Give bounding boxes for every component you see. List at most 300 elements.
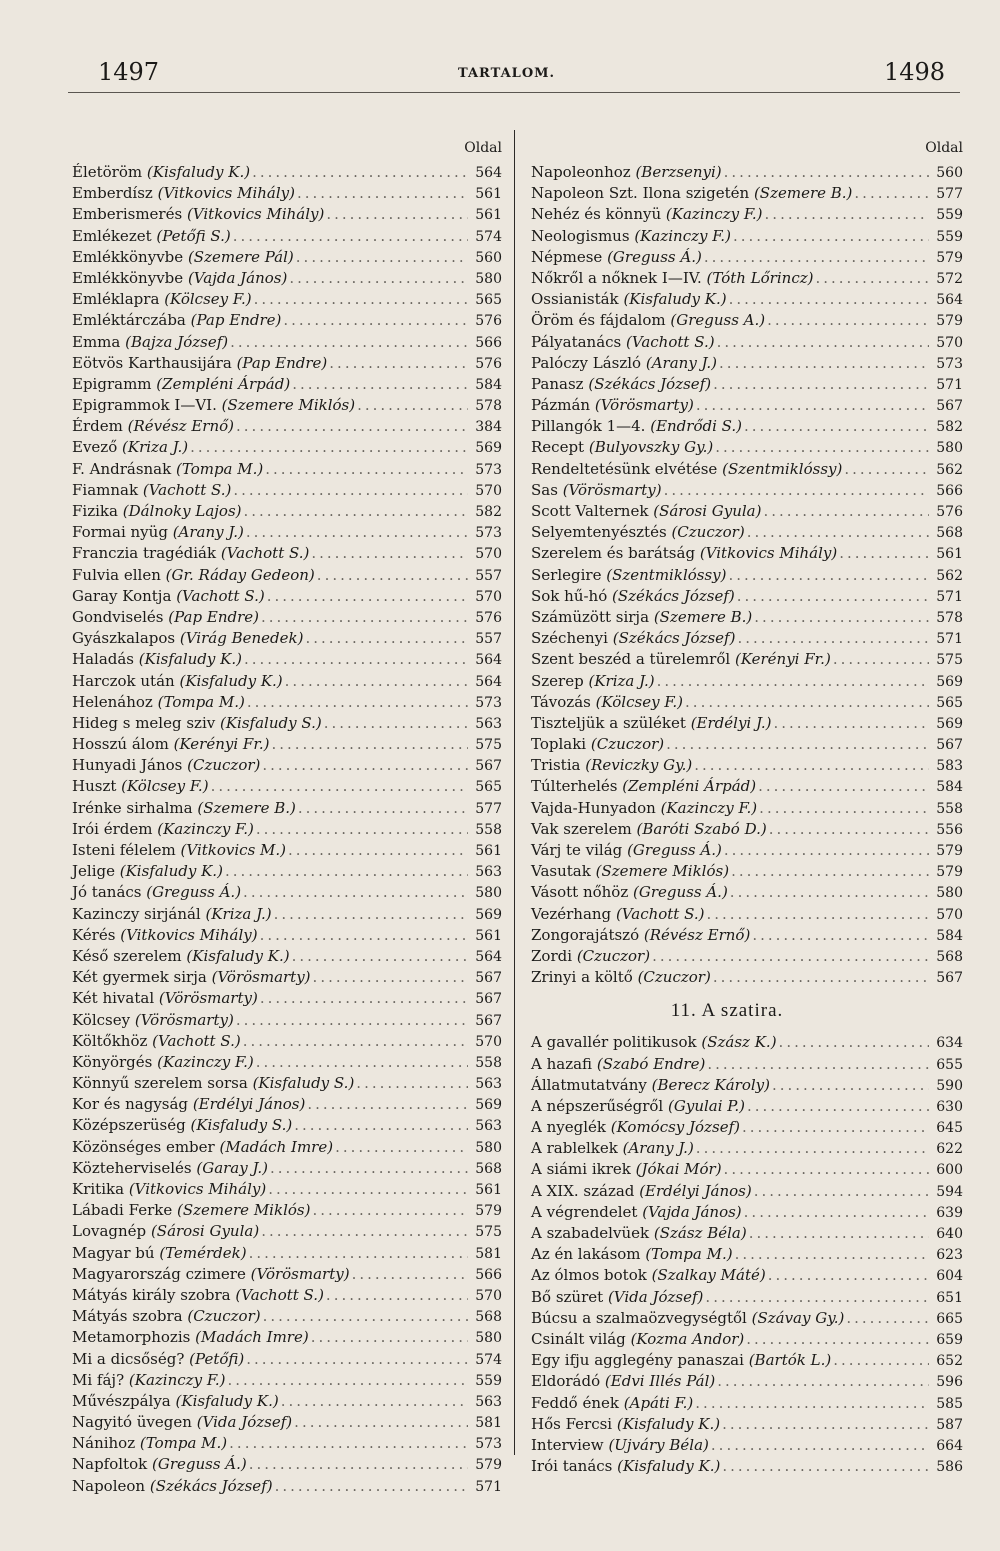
entry-title-line (72, 247, 294, 268)
entry-title: Interview (531, 1435, 604, 1454)
entry-author: (Arany J.) (645, 353, 718, 372)
entry-title: Távozás (531, 692, 591, 711)
entry-title-line (72, 1454, 247, 1475)
entry-page-number: 573 (475, 694, 502, 711)
entry-author: (Tóth Lőrincz) (706, 268, 814, 287)
entry-author: (Kisfaludy K.) (623, 290, 727, 309)
leader-dots (720, 1456, 929, 1477)
leader-dots (777, 1032, 929, 1053)
entry-author: (Szemere Miklós) (595, 862, 730, 881)
toc-entry (531, 183, 963, 204)
entry-page-number: 561 (936, 546, 963, 563)
entry-title-line (531, 840, 722, 861)
entry-page-number: 580 (475, 885, 502, 902)
entry-title-line (72, 628, 303, 649)
entry-title: Huszt (72, 777, 117, 796)
entry-title-line (72, 1094, 305, 1115)
toc-entry (531, 1456, 963, 1477)
entry-title: Vezérhang (531, 904, 612, 923)
toc-entry (531, 607, 963, 628)
entry-title: Bő szüret (531, 1287, 604, 1306)
entry-title-line (72, 353, 327, 374)
entry-page-number: 567 (936, 398, 963, 415)
entry-title: Irói érdem (72, 819, 153, 838)
entry-title-line (72, 734, 269, 755)
leader-dots (831, 1350, 929, 1371)
toc-entry (531, 1350, 963, 1371)
entry-page-number: 566 (475, 1266, 502, 1283)
toc-entry (72, 565, 502, 586)
entry-title: Hideg s meleg sziv (72, 713, 216, 732)
entry-title: A rablelkek (531, 1139, 618, 1158)
toc-entry (531, 1032, 963, 1053)
leader-dots (852, 183, 929, 204)
entry-page-number: 572 (936, 270, 963, 287)
entry-page-number: 573 (475, 525, 502, 542)
entry-title-line (72, 1200, 310, 1221)
entry-title: Kérés (72, 925, 116, 944)
entry-author: (Révész Ernő) (643, 925, 751, 944)
leader-dots (761, 501, 929, 522)
toc-entry (531, 437, 963, 458)
leader-dots (722, 1159, 929, 1180)
leader-dots (263, 459, 468, 480)
entry-author: (Erdélyi János) (639, 1181, 752, 1200)
leader-dots (283, 671, 468, 692)
entry-title: Hős Fercsi (531, 1414, 613, 1433)
toc-entry (531, 1435, 963, 1456)
entry-page-number: 580 (936, 885, 963, 902)
section-title: 11. A szatira. (670, 1000, 784, 1022)
entry-title: Irénke sirhalma (72, 798, 193, 817)
entry-title-line (531, 1456, 720, 1477)
toc-entry (531, 565, 963, 586)
leader-dots (322, 713, 468, 734)
entry-page-number: 570 (475, 1033, 502, 1050)
entry-title: Sok hű-hó (531, 586, 608, 605)
entry-title-line (531, 649, 831, 670)
toc-entry (72, 1200, 502, 1221)
leader-dots (290, 946, 468, 967)
toc-entry (531, 1096, 963, 1117)
entry-title: A hazafi (531, 1054, 593, 1073)
entry-author: (Jókai Mór) (635, 1160, 722, 1179)
toc-entry (531, 649, 963, 670)
toc-entry (531, 692, 963, 713)
entry-page-number: 578 (936, 609, 963, 626)
entry-title-line (531, 1244, 733, 1265)
leader-dots (272, 904, 468, 925)
entry-title-line (531, 1435, 709, 1456)
entry-author: (Vörösmarty) (250, 1264, 350, 1283)
entry-page-number: 559 (936, 228, 963, 245)
entry-title: Középszerüség (72, 1116, 186, 1135)
entry-title: Epigramm (72, 374, 152, 393)
entry-title-line (72, 1327, 309, 1348)
entry-title: Selyemtenyésztés (531, 523, 667, 542)
entry-author: (Bartók L.) (748, 1351, 832, 1370)
entry-author: (Tompa M.) (157, 692, 245, 711)
leader-dots (295, 183, 468, 204)
toc-entry (72, 967, 502, 988)
leader-dots (292, 1412, 468, 1433)
entry-title-line (531, 289, 727, 310)
leader-dots (711, 374, 929, 395)
entry-title: Gyászkalapos (72, 629, 176, 648)
toc-entry (531, 586, 963, 607)
entry-page-number: 568 (936, 948, 963, 965)
toc-entry (531, 819, 963, 840)
entry-title-line (531, 671, 655, 692)
entry-page-number: 622 (936, 1141, 963, 1158)
leader-dots (770, 1075, 929, 1096)
entry-title: Művészpálya (72, 1391, 171, 1410)
entry-title-line (531, 1393, 693, 1414)
leader-dots (766, 1265, 929, 1286)
entry-title: Széchenyi (531, 629, 608, 648)
toc-entry (72, 310, 502, 331)
toc-entry (531, 1223, 963, 1244)
toc-entry (72, 1454, 502, 1475)
entry-author: (Vitkovics Mihály) (128, 1180, 267, 1198)
toc-entry (72, 501, 502, 522)
leader-dots (252, 289, 468, 310)
toc-entry (72, 480, 502, 501)
entry-page-number: 561 (475, 843, 502, 859)
entry-title: Számüzött sirja (531, 607, 650, 626)
leader-dots (733, 1244, 929, 1265)
leader-dots (292, 1115, 468, 1136)
entry-title-line (531, 565, 727, 586)
entry-author: (Szentmiklóssy) (606, 565, 727, 584)
leader-dots (247, 1454, 468, 1475)
entry-title-line (72, 755, 260, 776)
entry-title-line (72, 692, 245, 713)
entry-page-number: 556 (936, 821, 963, 838)
entry-title-line (72, 1073, 354, 1094)
entry-title-line (72, 1370, 226, 1391)
entry-title-line (72, 713, 322, 734)
entry-page-number: 576 (475, 313, 502, 330)
entry-author: (Arany J.) (172, 523, 244, 542)
column-divider (514, 130, 515, 1455)
entry-author: (Kriza J.) (588, 671, 655, 690)
leader-dots (261, 1306, 468, 1327)
entry-title-line (72, 1243, 247, 1264)
toc-entry (72, 332, 502, 353)
toc-entry (72, 586, 502, 607)
entry-title: Kölcsey (72, 1010, 131, 1029)
toc-entry (531, 226, 963, 247)
entry-author: (Kisfaludy K.) (179, 671, 283, 690)
entry-title-line (72, 183, 295, 204)
toc-entry (72, 904, 502, 925)
entry-title-line (72, 162, 250, 183)
entry-title-line (531, 1329, 744, 1350)
entry-title: Nánihoz (72, 1434, 136, 1453)
entry-page-number: 581 (475, 1245, 502, 1262)
entry-page-number: 568 (475, 1160, 502, 1177)
entry-title-line (72, 1349, 244, 1370)
entry-page-number: 562 (936, 567, 963, 584)
leader-dots (273, 1476, 468, 1497)
entry-title-line (72, 1052, 254, 1073)
entry-page-number: 584 (936, 779, 963, 796)
toc-entry (531, 1181, 963, 1202)
toc-entry (72, 607, 502, 628)
entry-author: (Kazinczy F.) (157, 819, 254, 838)
entry-author: (Szemere B.) (753, 184, 853, 203)
entry-author: (Kisfaludy K.) (617, 1457, 721, 1476)
leader-dots (244, 1349, 468, 1370)
entry-author: (Arany J.) (622, 1139, 694, 1158)
toc-entry (72, 946, 502, 967)
toc-entry (531, 798, 963, 819)
leader-dots (709, 1435, 929, 1456)
entry-page-number: 563 (475, 864, 502, 881)
toc-entry (72, 268, 502, 289)
toc-entry (531, 946, 963, 967)
leader-dots (234, 1010, 468, 1031)
entry-author: (Kisfaludy S.) (252, 1074, 355, 1093)
entry-author: (Szabó Endre) (596, 1054, 706, 1073)
toc-entry (72, 840, 502, 861)
entry-title-line (531, 1075, 770, 1096)
leader-dots (324, 1285, 468, 1306)
entry-author: (Vachott S.) (626, 332, 715, 351)
entry-page-number: 580 (475, 1330, 502, 1347)
page-number-right: 1498 (884, 58, 946, 86)
entry-title: Állatmutatvány (531, 1075, 647, 1094)
entry-page-number: 560 (475, 249, 502, 266)
toc-entry (72, 1073, 502, 1094)
entry-author: (Madách Imre) (219, 1137, 334, 1156)
entry-author: (Kisfaludy K.) (175, 1391, 279, 1410)
entry-title-line (531, 1159, 722, 1180)
leader-dots (704, 904, 929, 925)
entry-title: Lábadi Ferke (72, 1201, 173, 1220)
entry-title: Az ólmos botok (531, 1266, 647, 1285)
leader-dots (258, 925, 468, 946)
entry-page-number: 571 (936, 631, 963, 648)
leader-dots (693, 1393, 929, 1414)
entry-author: (Greguss Á.) (146, 883, 242, 902)
entry-author: (Greguss Á.) (627, 841, 722, 859)
entry-page-number: 575 (475, 737, 502, 754)
entry-page-number: 571 (936, 376, 963, 393)
leader-dots (756, 776, 929, 797)
entry-title-line (72, 904, 272, 925)
entry-title: Emberdísz (72, 184, 153, 203)
leader-dots (266, 1179, 468, 1200)
entry-title-line (72, 459, 263, 480)
entry-title: Várj te világ (531, 841, 623, 859)
entry-title-line (72, 204, 324, 225)
entry-author: (Vitkovics Mihály) (120, 925, 258, 944)
entry-page-number: 574 (475, 228, 502, 245)
entry-page-number: 561 (475, 927, 502, 944)
entry-title: Rendeltetésünk elvétése (531, 459, 718, 478)
toc-entry (72, 671, 502, 692)
entry-title: Pályatanács (531, 332, 622, 351)
entry-author: (Czuczor) (187, 1307, 261, 1326)
entry-page-number: 664 (936, 1437, 963, 1454)
leader-dots (354, 1073, 468, 1094)
entry-page-number: 567 (475, 991, 502, 1008)
entry-author: (Kazinczy F.) (634, 226, 731, 245)
entry-page-number: 384 (475, 419, 502, 436)
entry-author: (Baróti Szabó D.) (636, 819, 767, 838)
entry-page-number: 569 (936, 673, 963, 690)
leader-dots (226, 1370, 468, 1391)
entry-title-line (72, 289, 252, 310)
leader-dots (722, 162, 929, 183)
toc-entry (72, 734, 502, 755)
entry-author: (Sárosi Gyula) (653, 502, 762, 520)
entry-title: Harczok után (72, 671, 175, 690)
entry-author: (Szentmiklóssy) (722, 459, 843, 478)
entry-author: (Szemere Miklós) (177, 1201, 311, 1220)
entry-author: (Petőfi S.) (156, 226, 231, 245)
toc-entry (72, 1370, 502, 1391)
entry-author: (Székács József) (612, 586, 735, 605)
entry-title: A népszerűségről (531, 1096, 664, 1115)
entry-title: Eldorádó (531, 1372, 601, 1391)
entry-page-number: 651 (936, 1289, 963, 1306)
entry-author: (Bulyovszky Gy.) (588, 438, 714, 457)
toc-entry (72, 755, 502, 776)
toc-entry (531, 353, 963, 374)
entry-title-line (531, 1371, 715, 1392)
entry-title-line (72, 374, 290, 395)
entry-title-line (72, 1137, 333, 1158)
entry-page-number: 634 (936, 1035, 963, 1052)
toc-entry (531, 840, 963, 861)
leader-dots (268, 1158, 468, 1179)
entry-title-line (531, 1032, 777, 1053)
entry-title: Pázmán (531, 396, 591, 415)
leader-dots (244, 522, 468, 543)
entry-title: Serlegire (531, 565, 602, 584)
entry-title-line (531, 692, 683, 713)
leader-dots (281, 310, 468, 331)
page-column-heading: Oldal (464, 140, 502, 156)
leader-dots (715, 332, 929, 353)
entry-page-number: 596 (936, 1374, 963, 1391)
leader-dots (813, 268, 929, 289)
leader-dots (265, 586, 468, 607)
entry-page-number: 569 (475, 1097, 502, 1114)
entry-title-line (531, 882, 728, 903)
leader-dots (717, 353, 929, 374)
entry-title-line (72, 1285, 324, 1306)
entry-author: (Kölcsey F.) (164, 290, 252, 309)
toc-entry (531, 1308, 963, 1329)
toc-entry (531, 310, 963, 331)
toc-entry (72, 374, 502, 395)
toc-entry (72, 1031, 502, 1052)
entry-title-line (72, 1412, 292, 1433)
entry-title: Szerelem és barátság (531, 544, 696, 563)
entry-title-line (72, 1221, 259, 1242)
entry-page-number: 645 (936, 1120, 963, 1137)
leader-dots (260, 755, 468, 776)
toc-entry (72, 798, 502, 819)
toc-entry (72, 416, 502, 437)
entry-title-line (531, 183, 852, 204)
entry-author: (Pap Endre) (190, 311, 282, 330)
toc-entry (531, 1393, 963, 1414)
entry-title: Napoleonhoz (531, 163, 631, 181)
entry-title-line (531, 819, 767, 840)
entry-author: (Erdélyi J.) (690, 713, 772, 732)
entry-page-number: 564 (475, 948, 502, 965)
entry-author: (Vörösmarty) (134, 1010, 234, 1029)
entry-title-line (531, 395, 694, 416)
toc-entry (531, 967, 963, 988)
toc-entry (531, 289, 963, 310)
leader-dots (228, 332, 468, 353)
entry-author: (Czuczor) (590, 735, 665, 754)
entry-author: (Kerényi Fr.) (173, 735, 270, 754)
entry-page-number: 563 (475, 715, 502, 732)
entry-title: Jó tanács (72, 883, 142, 902)
entry-author: (Kölcsey F.) (121, 777, 209, 796)
leader-dots (269, 734, 468, 755)
entry-author: (Kazinczy F.) (660, 798, 758, 817)
entry-page-number: 559 (475, 1372, 502, 1389)
leader-dots (309, 1327, 468, 1348)
entry-title-line (72, 776, 209, 797)
entry-page-number: 582 (475, 504, 502, 520)
leader-dots (664, 734, 929, 755)
leader-dots (350, 1264, 468, 1285)
toc-entry (72, 353, 502, 374)
entry-page-number: 563 (475, 1393, 502, 1410)
entry-title-line (531, 416, 742, 437)
leader-dots (720, 1414, 929, 1435)
entry-page-number: 570 (936, 334, 963, 351)
entry-page-number: 665 (936, 1310, 963, 1327)
entry-page-number: 562 (936, 461, 963, 478)
entry-title: Emléktárczába (72, 311, 186, 330)
leader-dots (735, 628, 929, 649)
entry-author: (Petőfi) (189, 1349, 245, 1368)
entry-title-line (531, 607, 752, 628)
entry-title-line (531, 967, 711, 988)
entry-title: Érdem (72, 417, 123, 436)
entry-author: (Pap Endre) (236, 353, 328, 372)
entry-page-number: 569 (475, 440, 502, 457)
entry-title: Napfoltok (72, 1455, 148, 1474)
entry-page-number: 579 (936, 864, 963, 881)
entry-author: (Székács József) (149, 1476, 273, 1495)
header-rule (68, 92, 960, 93)
leader-dots (757, 798, 929, 819)
toc-entry (531, 1265, 963, 1286)
entry-author: (Szemere Miklós) (221, 396, 356, 415)
leader-dots (731, 226, 929, 247)
entry-author: (Tompa M.) (176, 459, 264, 478)
entry-title-line (531, 904, 704, 925)
entry-page-number: 573 (936, 355, 963, 372)
leader-dots (234, 416, 468, 437)
toc-entry (72, 925, 502, 946)
entry-title-line (72, 332, 228, 353)
entry-title-line (72, 565, 315, 586)
leader-dots (752, 607, 929, 628)
entry-page-number: 570 (475, 482, 502, 499)
